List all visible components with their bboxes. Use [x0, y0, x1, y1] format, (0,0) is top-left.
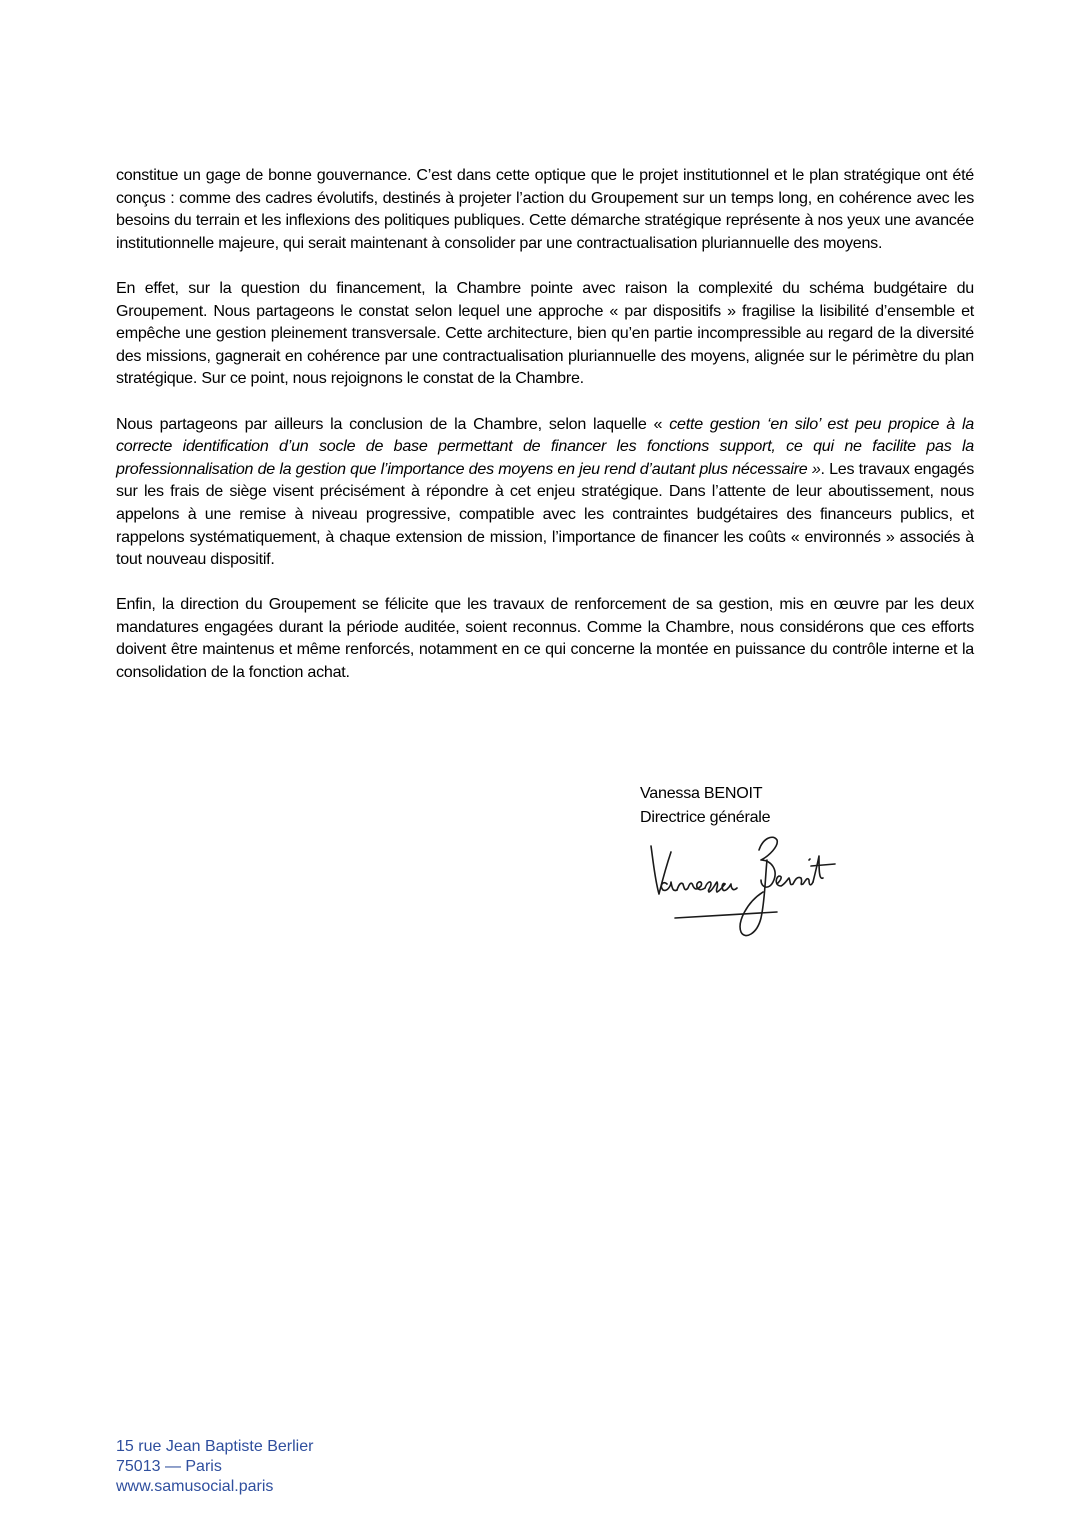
- conclusion-rest: . Les travaux engagés sur les frais de siège visent précisément à répondre à cet enjeu stratégique. Dans l’attente de leur aboutissement, nous appelons à une remise à niveau progressive, compatible avec les contraintes budgétaires des financeurs publics, et rappelons systématiquement, à chaque extension de mission, l’importance de financer les coûts « environnés » associés à tout nouveau dispositif.: [116, 459, 974, 569]
- paragraph-governance: constitue un gage de bonne gouvernance. C’est dans cette optique que le projet institutionnel et le plan stratégique ont été conçus : comme des cadres évolutifs, destinés à projeter l’action du Groupement sur un temps long, en cohérence avec les besoins du terrain et les inflexions des politiques publiques. Cette démarche stratégique représente à nos yeux une avancée institutionnelle majeure, qui serait maintenant à consolider par une contractualisation pluriannuelle des moyens.: [116, 166, 974, 252]
- letter-body: [116, 164, 974, 706]
- footer-contact: [116, 1437, 313, 1497]
- paragraph-closing: Enfin, la direction du Groupement se félicite que les travaux de renforcement de sa gestion, mis en œuvre par les deux mandatures engagées durant la période auditée, soient reconnus. Comme la Chambre, nous considérons que ces efforts doivent être maintenus et même renforcés, notamment en ce qui concerne la montée en puissance du contrôle interne et la consolidation de la fonction achat.: [116, 595, 974, 682]
- paragraph-financing: En effet, sur la question du financement, la Chambre pointe avec raison la complexité du schéma budgétaire du Groupement. Nous partageons le constat selon lequel une approche « par dispositifs » fragilise la lisibilité d’ensemble et empêche une gestion pleinement transversale. Cette architecture, bien qu’en partie incompressible au regard de la diversité des missions, gagnerait en cohérence par une contractualisation pluriannuelle des moyens, alignée sur le périmètre du plan stratégique. Sur ce point, nous rejoignons le constat de la Chambre.: [116, 278, 974, 388]
- signer-title: Directrice générale: [640, 808, 771, 826]
- signer-block: [640, 781, 770, 829]
- paragraph-conclusion: [116, 413, 974, 571]
- conclusion-intro: Nous partageons par ailleurs la conclusion de la Chambre, selon laquelle «: [116, 414, 670, 433]
- footer-address: 15 rue Jean Baptiste Berlier: [116, 1438, 314, 1455]
- handwritten-signature: [645, 830, 845, 945]
- conclusion-quote: cette gestion ‘en silo’ est peu propice à la correcte identification d’un socle de base permettant de financer les fonctions support, ce qui ne facilite pas la professionnalisation de la gestion que l’importance des moyens en jeu rend d’autant plus nécessaire »: [116, 414, 974, 478]
- signer-name: Vanessa BENOIT: [640, 784, 763, 802]
- footer-website[interactable]: www.samusocial.paris: [116, 1478, 274, 1495]
- footer-city: 75013 — Paris: [116, 1458, 222, 1475]
